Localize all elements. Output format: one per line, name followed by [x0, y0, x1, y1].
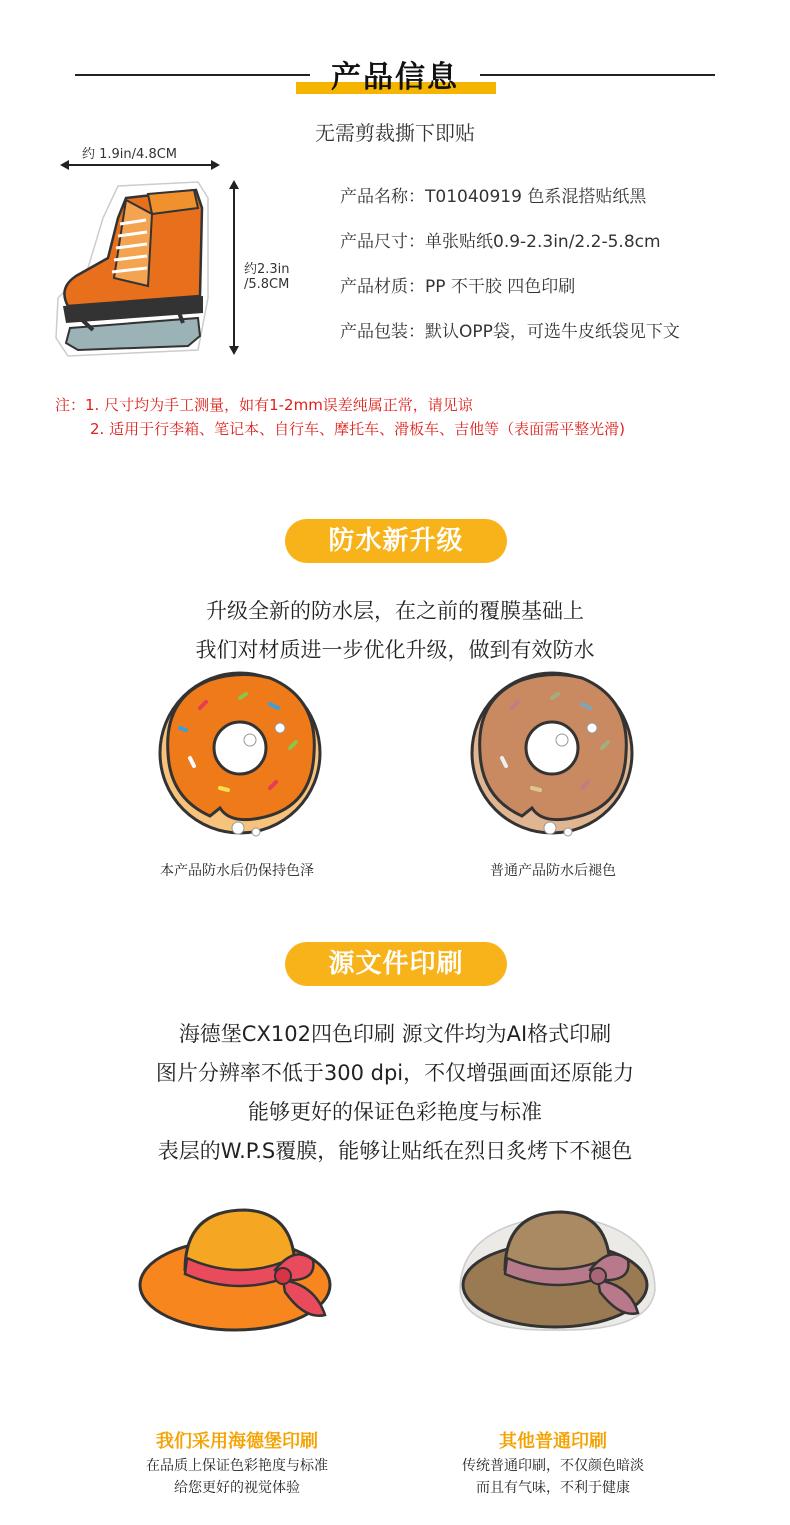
donut-faded-illustration — [462, 668, 642, 848]
note-line-1: 注：1. 尺寸均为手工测量，如有1-2mm误差纯属正常，请见谅 — [55, 396, 473, 414]
spec-value-size: 单张贴纸0.9-2.3in/2.2-5.8cm — [425, 232, 661, 252]
printing-right-line-1: 传统普通印刷，不仅颜色暗淡 — [462, 1458, 644, 1474]
note-line-2: 2. 适用于行李箱、笔记本、自行车、摩托车、滑板车、吉他等（表面需平整光滑) — [90, 420, 625, 438]
waterproof-section-title: 防水新升级 — [285, 519, 507, 563]
printing-right-title: 其他普通印刷 — [499, 1431, 607, 1452]
spec-row-name — [340, 182, 646, 207]
spec-value-material: PP 不干胶 四色印刷 — [425, 277, 576, 297]
height-label-1: 约2.3in — [244, 262, 290, 277]
spec-row-size — [340, 227, 661, 252]
printing-line-4: 表层的W.P.S覆膜，能够让贴纸在烈日炙烤下不褪色 — [157, 1139, 633, 1163]
waterproof-line-2: 我们对材质进一步优化升级，做到有效防水 — [195, 638, 595, 662]
height-label-2: /5.8CM — [244, 277, 290, 292]
page-title: 产品信息 — [331, 60, 459, 95]
donut-bright-illustration — [150, 668, 330, 848]
spec-label-size: 产品尺寸： — [340, 232, 425, 252]
printing-right-line-2: 而且有气味，不利于健康 — [476, 1480, 630, 1496]
spec-label-package: 产品包装： — [340, 322, 425, 342]
spec-label-name: 产品名称： — [340, 187, 425, 207]
spec-value-package: 默认OPP袋，可选牛皮纸袋见下文 — [425, 322, 680, 342]
spec-label-material: 产品材质： — [340, 277, 425, 297]
waterproof-caption-right: 普通产品防水后褪色 — [490, 863, 616, 879]
printing-line-3: 能够更好的保证色彩艳度与标准 — [248, 1100, 542, 1124]
printing-section-title: 源文件印刷 — [285, 942, 507, 986]
hat-bright-illustration — [135, 1200, 345, 1335]
printing-left-line-1: 在品质上保证色彩艳度与标准 — [146, 1458, 328, 1474]
page-subtitle: 无需剪裁撕下即贴 — [315, 121, 475, 145]
spec-value-name: T01040919 色系混搭贴纸黑 — [425, 187, 647, 207]
waterproof-line-1: 升级全新的防水层，在之前的覆膜基础上 — [206, 599, 584, 623]
width-label: 约 1.9in/4.8CM — [82, 147, 178, 162]
ice-skate-sticker-illustration — [48, 178, 218, 363]
height-arrow — [226, 180, 242, 355]
printing-left-title: 我们采用海德堡印刷 — [156, 1431, 318, 1452]
spec-row-package — [340, 317, 680, 342]
printing-line-1: 海德堡CX102四色印刷 源文件均为AI格式印刷 — [178, 1022, 612, 1046]
hat-faded-illustration — [450, 1200, 665, 1335]
printing-line-2: 图片分辨率不低于300 dpi，不仅增强画面还原能力 — [155, 1061, 635, 1085]
spec-row-material — [340, 272, 575, 297]
header-rule-left — [75, 74, 310, 76]
printing-left-line-2: 给您更好的视觉体验 — [174, 1480, 300, 1496]
waterproof-caption-left: 本产品防水后仍保持色泽 — [160, 863, 314, 879]
width-arrow — [60, 158, 220, 172]
header-rule-right — [480, 74, 715, 76]
